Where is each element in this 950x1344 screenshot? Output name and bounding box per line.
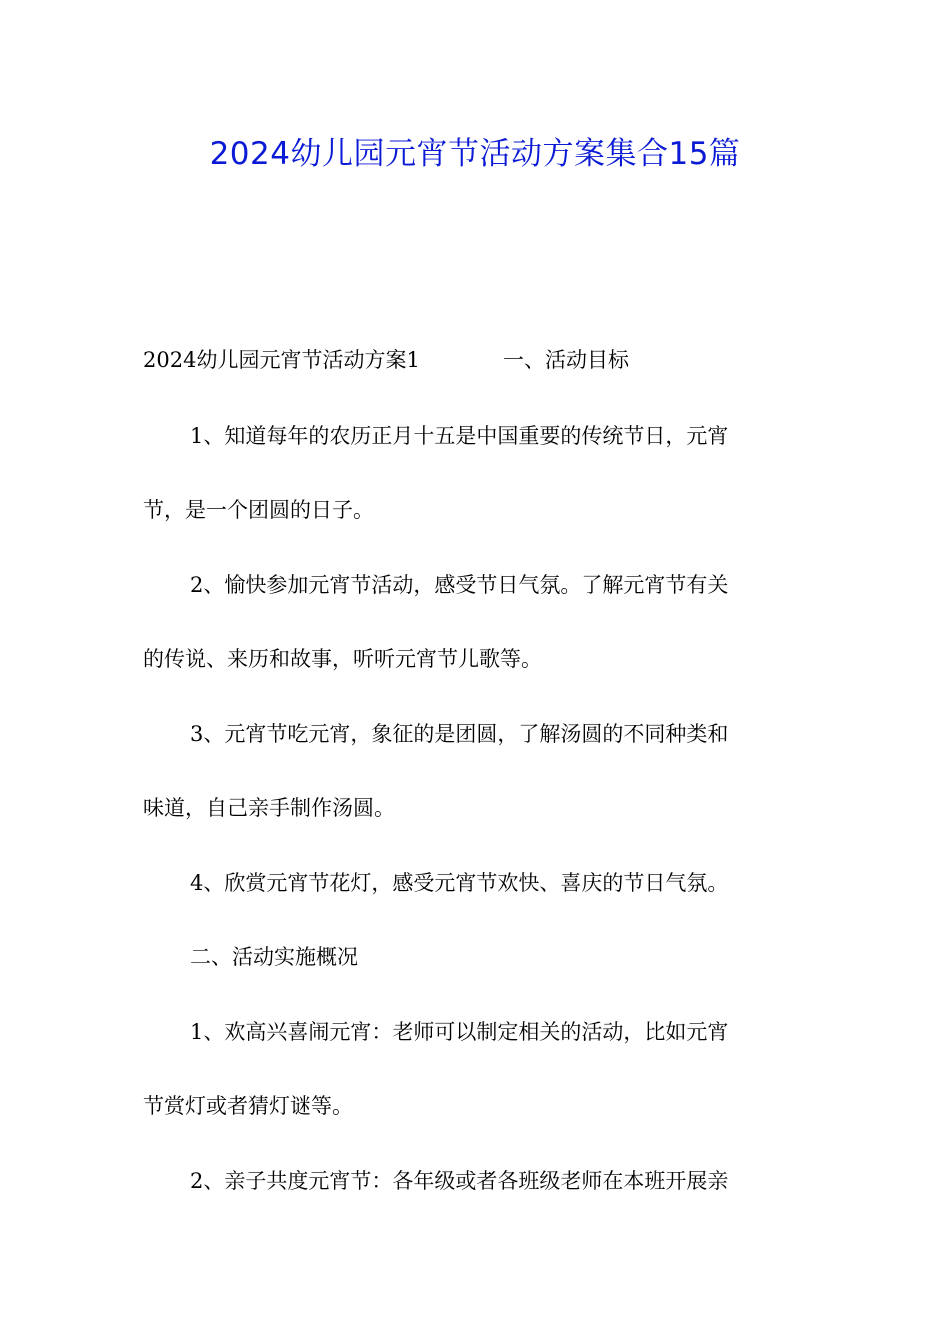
paragraph-line: 2、愉快参加元宵节活动，感受节日气氛。了解元宵节有关 — [190, 573, 729, 597]
paragraph-line: 4、欣赏元宵节花灯，感受元宵节欢快、喜庆的节日气氛。 — [190, 871, 729, 895]
section-heading: 2024幼儿园元宵节活动方案1 — [143, 348, 420, 372]
paragraph-line: 3、元宵节吃元宵，象征的是团圆，了解汤圆的不同种类和 — [190, 722, 729, 746]
document-title: 2024幼儿园元宵节活动方案集合15篇 — [209, 136, 741, 172]
paragraph-line: 2、亲子共度元宵节：各年级或者各班级老师在本班开展亲 — [190, 1169, 729, 1193]
paragraph-line: 节，是一个团圆的日子。 — [143, 498, 374, 522]
section-heading-two: 二、活动实施概况 — [190, 945, 358, 969]
paragraph-line: 节赏灯或者猜灯谜等。 — [143, 1094, 353, 1118]
paragraph-line: 的传说、来历和故事，听听元宵节儿歌等。 — [143, 647, 542, 671]
part-one-heading: 一、活动目标 — [503, 348, 629, 372]
paragraph-line: 1、知道每年的农历正月十五是中国重要的传统节日，元宵 — [190, 424, 729, 448]
paragraph-line: 1、欢高兴喜闹元宵：老师可以制定相关的活动，比如元宵 — [190, 1020, 729, 1044]
paragraph-line: 味道，自己亲手制作汤圆。 — [143, 796, 395, 820]
